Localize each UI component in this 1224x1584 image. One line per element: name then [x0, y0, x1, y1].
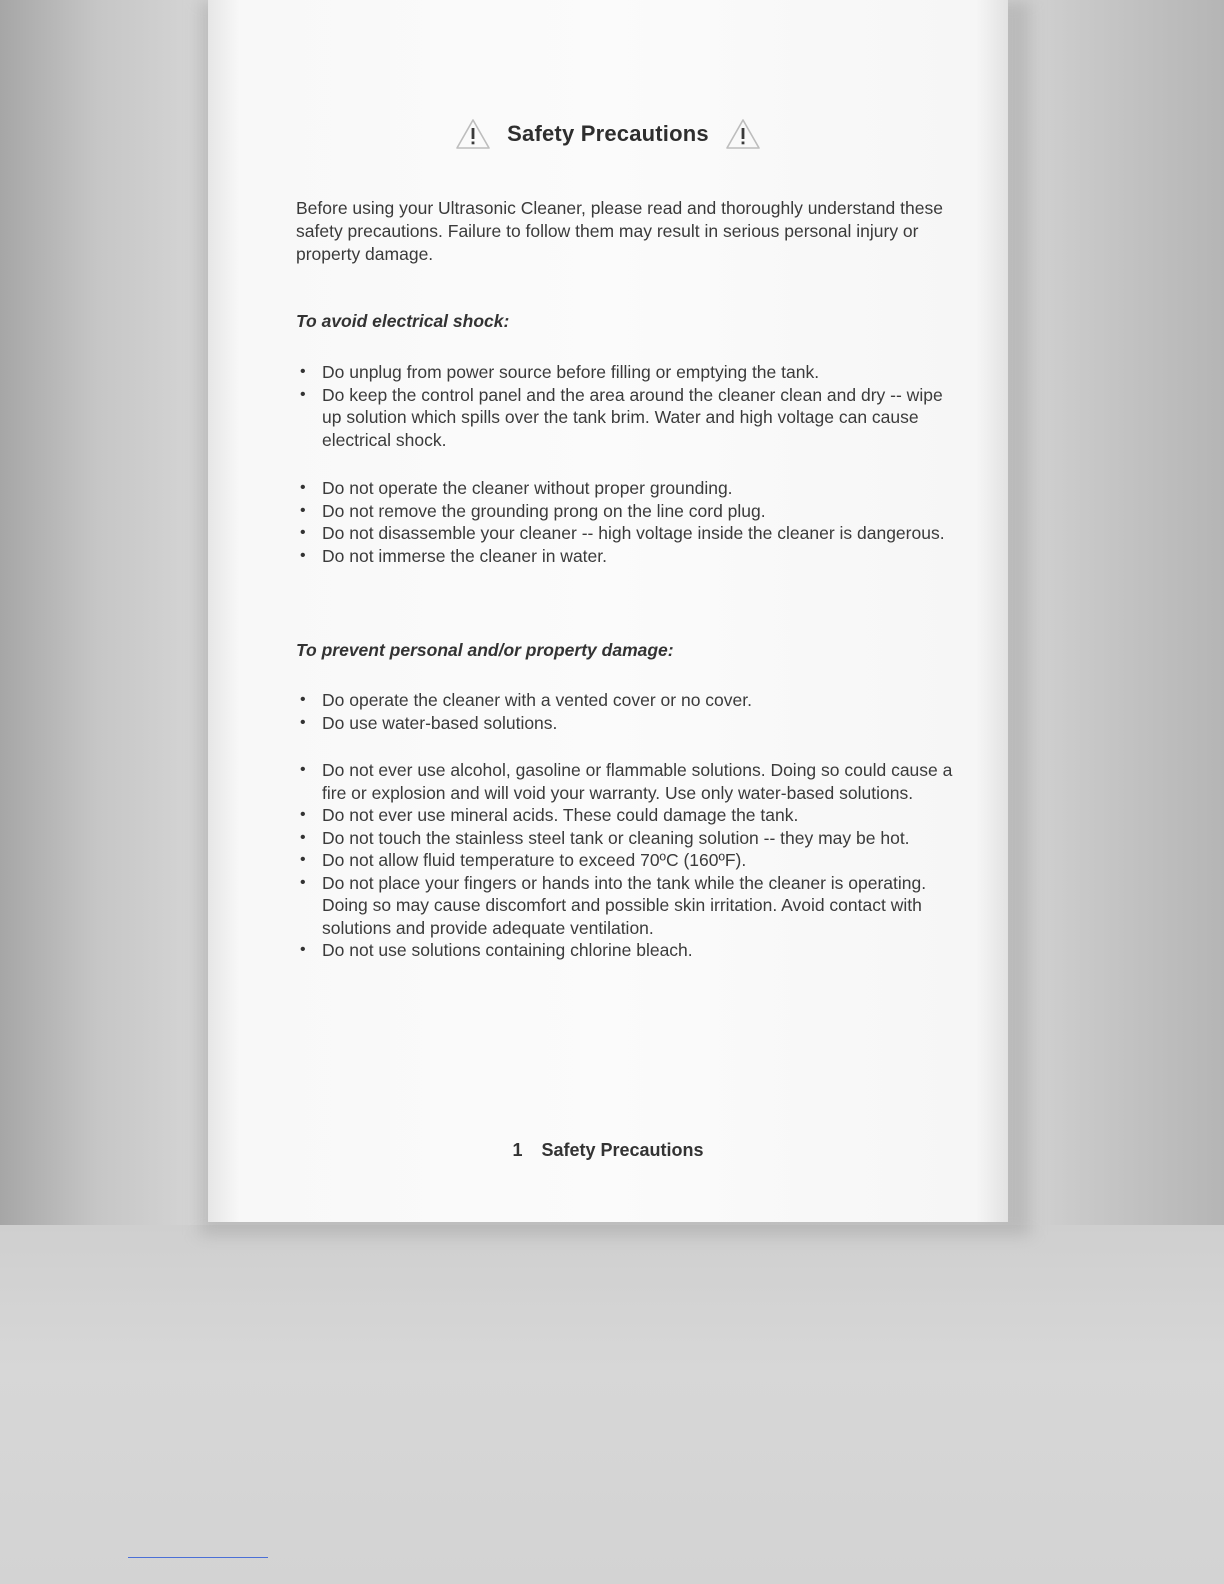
- warning-triangle-icon: [455, 118, 491, 150]
- list-item: • Do not use solutions containing chlorine bleach.: [296, 939, 956, 962]
- list-item: • Do operate the cleaner with a vented cover or no cover.: [296, 689, 956, 712]
- bullet-list: [296, 361, 956, 451]
- list-item: • Do not ever use mineral acids. These could damage the tank.: [296, 804, 956, 827]
- list-item: • Do not touch the stainless steel tank or cleaning solution -- they may be hot.: [296, 827, 956, 850]
- section-heading-property-damage: To prevent personal and/or property damage:: [296, 640, 674, 660]
- list-item: • Do keep the control panel and the area around the cleaner clean and dry -- wipe up solution which spills over the tank brim. Water and high voltage can cause electrical shock.: [296, 384, 956, 452]
- page-number: 1: [512, 1140, 523, 1160]
- list-item: • Do use water-based solutions.: [296, 712, 956, 735]
- list-item: • Do not disassemble your cleaner -- high voltage inside the cleaner is dangerous.: [296, 522, 956, 545]
- list-item: • Do not operate the cleaner without proper grounding.: [296, 477, 956, 500]
- bullet-list: [296, 759, 956, 962]
- page-footer: [208, 1140, 1008, 1161]
- link-underline: [128, 1557, 268, 1558]
- page-title: Safety Precautions: [507, 121, 709, 146]
- title-row: [208, 118, 1008, 150]
- document-page: [208, 0, 1008, 1222]
- list-item: • Do not allow fluid temperature to exceed 70ºC (160ºF).: [296, 849, 956, 872]
- section-heading-electrical-shock: To avoid electrical shock:: [296, 311, 510, 331]
- list-item: • Do unplug from power source before filling or emptying the tank.: [296, 361, 956, 384]
- footer-label: Safety Precautions: [541, 1140, 704, 1160]
- warning-triangle-icon: [725, 118, 761, 150]
- bullet-list: [296, 689, 956, 734]
- list-item: • Do not immerse the cleaner in water.: [296, 545, 956, 568]
- intro-paragraph: Before using your Ultrasonic Cleaner, please read and thoroughly understand these safety precautions. Failure to follow them may result in serious personal injury or property damage.: [296, 198, 943, 264]
- list-item: • Do not remove the grounding prong on the line cord plug.: [296, 500, 956, 523]
- list-item: • Do not ever use alcohol, gasoline or flammable solutions. Doing so could cause a fire or explosion and will void your warranty. Use only water-based solutions.: [296, 759, 956, 804]
- list-item: • Do not place your fingers or hands into the tank while the cleaner is operating. Doing so may cause discomfort and possible skin irritation. Avoid contact with solutions and provide adequate ventilation.: [296, 872, 956, 940]
- bullet-list: [296, 477, 956, 567]
- scanner-background: [0, 1225, 1224, 1584]
